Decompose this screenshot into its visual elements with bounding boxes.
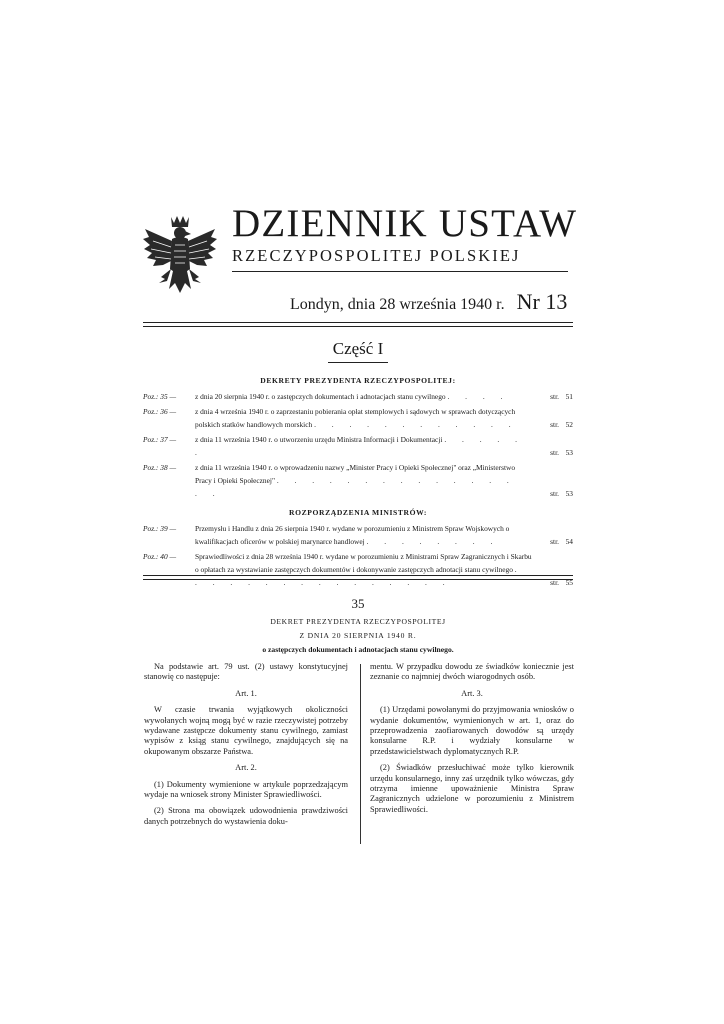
article-paragraph: (1) Dokumenty wymienione w artykule poprzedzającym wydaje na wniosek strony Minister Sprawiedliwości. xyxy=(144,779,348,800)
article-paragraph: (2) Strona ma obowiązek udowodnienia prawdziwości danych potrzebnych do wystawienia doku- xyxy=(144,806,348,826)
toc-text: z dnia 11 września 1940 r. o wprowadzeniu nazwy „Minister Pracy i Opieki Społecznej" oraz „Ministerstwo Pracy i Opieki Społecznej" xyxy=(195,463,516,485)
polish-eagle-emblem xyxy=(141,213,219,299)
gazette-title: DZIENNIK USTAW xyxy=(232,202,578,245)
decree-number: 35 xyxy=(351,596,365,611)
toc-leader: . . . . . . . . . . . . . . . . xyxy=(195,476,516,498)
toc-entry xyxy=(143,405,573,431)
article-paragraph: W czasie trwania wyjątkowych okoliczności wywołanych wojną mogą być w razie rzeczywistej potrzeby wydawane zastępcze dokumenty stanu cywilnego, zamiast wypisów z ksiąg stanu cywilnego, znajdujących się na okupowanym obszarze Państwa. xyxy=(144,705,348,756)
toc-leader: . . . . . . . . . . . . . . . . xyxy=(195,565,524,587)
toc-position: Poz.: 39 — xyxy=(143,524,177,533)
article-heading: Art. 2. xyxy=(235,763,257,773)
toc-leader: . . . . . . . . . . . . xyxy=(314,420,518,429)
toc-entry xyxy=(143,550,573,589)
masthead-rule xyxy=(232,271,568,272)
toc-entry xyxy=(143,522,573,548)
column-divider xyxy=(360,664,361,844)
toc-str-label: str. xyxy=(550,537,559,546)
article-paragraph: (1) Urzędami powołanymi do przyjmowania wniosków o wydanie dokumentów, wymienionych w art. 1, oraz do przeprowadzenia zaofiarowanych dowodów są urzędy konsularne R.P. i wydziały konsularne w przedstawicielstwach dyplomatycznych R.P. xyxy=(370,705,574,756)
article-paragraph-continued: mentu. W przypadku dowodu ze świadków koniecznie jest zeznanie co najmniej dwóch wiarogodnych osób. xyxy=(370,662,574,682)
toc-text: z dnia 11 września 1940 r. o utworzeniu urzędu Ministra Informacji i Dokumentacji xyxy=(195,435,443,444)
toc-str-label: str. xyxy=(550,392,559,401)
toc-position: Poz.: 40 — xyxy=(143,552,177,561)
toc-str-label: str. xyxy=(550,448,559,457)
toc-heading-regulations: ROZPORZĄDZENIA MINISTRÓW: xyxy=(289,508,427,517)
toc-entry xyxy=(143,390,573,403)
body-column-left xyxy=(144,662,348,833)
place-date: Londyn, dnia 28 września 1940 r. xyxy=(290,296,505,313)
toc-text: Sprawiedliwości z dnia 28 września 1940 r. wydane w porozumieniu z Ministrami Spraw Zagranicznych i Skarbu o opłatach za wystawianie zastępczych dokumentów i dokonywanie zastępczych adnotacji stanu cywilnego xyxy=(195,552,532,574)
article-paragraph: (2) Świadków przesłuchiwać może tylko kierownik urzędu konsularnego, inny zaś urzędnik tylko wówczas, gdy otrzyma imienne upoważnienie Ministra Spraw Zagranicznych udzielone w porozumieniu z Ministrem Sprawiedliwości. xyxy=(370,763,574,814)
toc-leader: . . . . . . . . xyxy=(366,537,500,546)
article-heading: Art. 3. xyxy=(461,688,483,698)
toc-page: 52 xyxy=(565,420,573,429)
toc-text: z dnia 20 sierpnia 1940 r. o zastępczych dokumentach i adnotacjach stanu cywilnego xyxy=(195,392,446,401)
toc-position: Poz.: 36 — xyxy=(143,407,177,416)
toc-entry xyxy=(143,461,573,500)
decree-subject: o zastępczych dokumentach i adnotacjach stanu cywilnego. xyxy=(262,645,454,654)
toc-str-label: str. xyxy=(550,420,559,429)
part-underline xyxy=(328,362,388,363)
toc-str-label: str. xyxy=(550,489,559,498)
toc-position: Poz.: 38 — xyxy=(143,463,177,472)
issue-number: Nr 13 xyxy=(516,289,568,314)
toc-entry xyxy=(143,433,573,459)
toc-position: Poz.: 35 — xyxy=(143,392,177,401)
toc-text: z dnia 4 września 1940 r. o zaprzestaniu pobierania opłat stemplowych i sądowych w sprawach dotyczących polskich statków handlowych morskich xyxy=(195,407,516,429)
toc-leader: . . . . xyxy=(447,392,510,401)
double-rule-top xyxy=(143,322,573,327)
article-heading: Art. 1. xyxy=(235,688,257,698)
gazette-subtitle: RZECZYPOSPOLITEJ POLSKIEJ xyxy=(232,246,521,265)
toc-page: 51 xyxy=(565,392,573,401)
toc-page: 54 xyxy=(565,537,573,546)
toc-page: 55 xyxy=(565,578,573,587)
decree-date: Z DNIA 20 SIERPNIA 1940 R. xyxy=(299,631,417,640)
toc-heading-decrees: DEKRETY PREZYDENTA RZECZYPOSPOLITEJ: xyxy=(260,376,456,385)
dateline xyxy=(290,290,570,317)
toc-page: 53 xyxy=(565,489,573,498)
toc-leader: . . . . . . xyxy=(195,435,524,457)
toc-position: Poz.: 37 — xyxy=(143,435,177,444)
preamble: Na podstawie art. 79 ust. (2) ustawy konstytucyjnej stanowię co następuje: xyxy=(144,662,348,682)
decree-title: DEKRET PREZYDENTA RZECZYPOSPOLITEJ xyxy=(270,617,446,626)
toc-text: Przemysłu i Handlu z dnia 26 sierpnia 1940 r. wydane w porozumieniu z Ministrem Spraw Wojskowych o kwalifikacjach oficerów w polskiej marynarce handlowej xyxy=(195,524,510,546)
part-label: Część I xyxy=(332,339,384,358)
toc-page: 53 xyxy=(565,448,573,457)
toc-str-label: str. xyxy=(550,578,559,587)
body-column-right xyxy=(370,662,574,821)
table-of-contents xyxy=(143,374,573,591)
double-rule-bottom xyxy=(143,575,573,580)
